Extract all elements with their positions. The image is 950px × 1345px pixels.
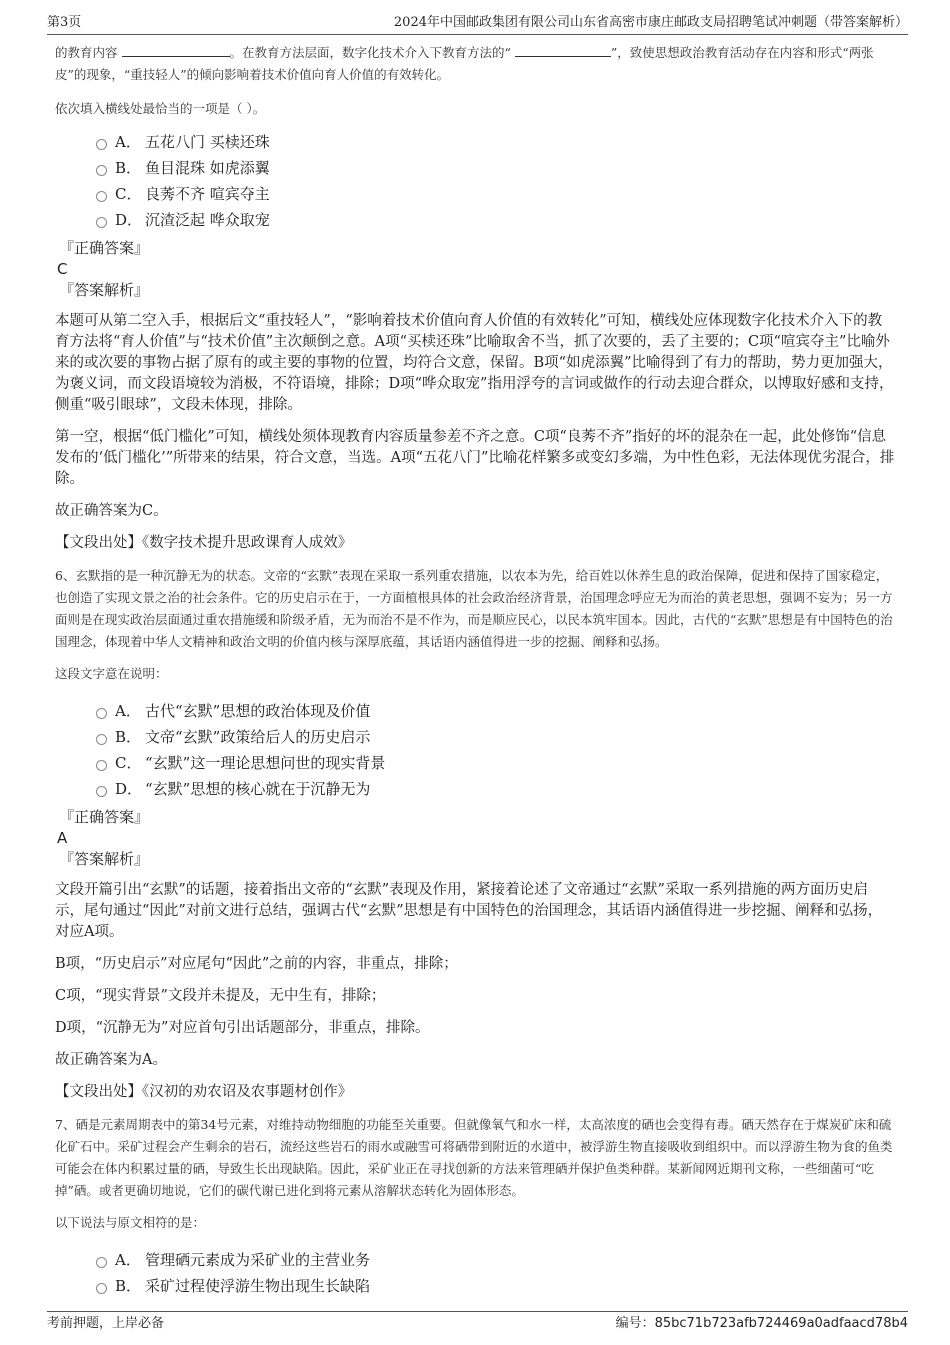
q7-stem: 7、硒是元素周期表中的第34号元素，对维持动物细胞的功能至关重要。但就像氧气和水一样，太高浓度的硒也会变得有毒。硒天然存在于煤炭矿床和硫化矿石中。采矿过程会产生剩余的岩石，流经这些岩石的雨水或融雪可将硒带到附近的水道中，被浮游生物直接吸收到组织中。而以浮游生物为食的鱼类可能会在体内积累过量的硒，导致生长出现缺陷。因此，采矿业正在寻找创新的方法来管理硒并保护鱼类种群。某新闻网近期刊文称，一些细菌可“吃掉”硒。或者更确切地说，它们的碳代谢已进化到将元素从溶解状态转化为固体形态。: [55, 1117, 893, 1198]
document-code: 编号：85bc71b723afb724469a0adfaacd78b4: [615, 1316, 908, 1331]
q6-analysis-1: 文段开篇引出“玄默”的话题，接着指出文帝的“玄默”表现及作用，紧接着论述了文帝通过“玄默”采取一系列措施的两方面历史启示，尾句通过“因此”对前文进行总结，强调古代“玄默”思想是有中国特色的治国理念，其话语内涵值得进一步挖掘、阐释和弘扬，对应A项。: [55, 882, 883, 940]
fill-blank: [515, 42, 611, 57]
q7-prompt: 以下说法与原文相符的是：: [55, 1215, 206, 1230]
q5-answer: C: [57, 260, 68, 278]
q5-option-b[interactable]: B． 鱼目混珠 如虎添翼: [55, 155, 895, 181]
radio-icon[interactable]: [96, 139, 107, 150]
radio-icon[interactable]: [96, 1257, 107, 1268]
q6-option-b[interactable]: B． 文帝“玄默”政策给后人的历史启示: [55, 724, 895, 750]
page-number: 第3页: [47, 15, 82, 30]
radio-icon[interactable]: [96, 165, 107, 176]
q6-analysis-5: 故正确答案为A。: [55, 1052, 167, 1068]
q6-source: 【文段出处】《汉初的劝农诏及农事题材创作》: [55, 1084, 353, 1100]
q5-analysis-2: 第一空，根据“低门槛化”可知，横线处须体现教育内容质量参差不齐之意。C项“良莠不齐”指好的坏的混杂在一起，此处修饰“信息发布的‘低门槛化’”所带来的结果，符合文意，当选。A项“五花八门”比喻花样繁多或变幻多端，为中性色彩，无法体现优劣混合，排除。: [55, 429, 895, 487]
footer-slogan: 考前押题，上岸必备: [47, 1316, 165, 1331]
q5-options: [55, 129, 895, 233]
q5-source: 【文段出处】《数字技术提升思政课育人成效》: [55, 535, 353, 551]
page-footer: [47, 1311, 908, 1334]
q6-answer-label: 『正确答案』: [59, 808, 150, 826]
q6-stem: 6、玄默指的是一种沉静无为的状态。文帝的“玄默”表现在采取一系列重农措施，以农本为先，给百姓以休养生息的政治保障，促进和保持了国家稳定，也创造了实现文景之治的社会条件。它的历史启示在于，一方面植根具体的社会政治经济背景，治国理念呼应无为而治的黄老思想，强调不妄为；另一方面则是在现实政治层面通过重农措施缓和阶级矛盾，无为而治不是不作为，而是顺应民心，以民本筑牢国本。因此，古代的“玄默”思想是有中国特色的治国理念，体现着中华人文精神和政治文明的价值内核与深厚底蕴，其话语内涵值得进一步的挖掘、阐释和弘扬。: [55, 568, 893, 649]
q6-option-a[interactable]: A． 古代“玄默”思想的政治体现及价值: [55, 698, 895, 724]
q5-option-c[interactable]: C． 良莠不齐 喧宾夺主: [55, 181, 895, 207]
q6-analysis-label: 『答案解析』: [59, 850, 150, 868]
radio-icon[interactable]: [96, 217, 107, 228]
page-header: [47, 14, 908, 35]
radio-icon[interactable]: [96, 760, 107, 771]
q6-analysis-4: D项，“沉静无为”对应首句引出话题部分，非重点，排除。: [55, 1020, 430, 1036]
radio-icon[interactable]: [96, 708, 107, 719]
q5-stem-tail: 的教育内容 。在教育方法层面，数字化技术介入下教育方法的“ ”，致使思想政治教育活动存在内容和形式“两张皮”的现象，“重技轻人”的倾向影响着技术价值向育人价值的有效转化。: [55, 42, 895, 86]
q5-option-d[interactable]: D． 沉渣泛起 哗众取宠: [55, 207, 895, 233]
q6-option-d[interactable]: D． “玄默”思想的核心就在于沉静无为: [55, 776, 895, 802]
q5-prompt: 依次填入横线处最恰当的一项是（ ）。: [55, 101, 266, 116]
q7-option-a[interactable]: A． 管理硒元素成为采矿业的主营业务: [55, 1247, 895, 1273]
document-body: [55, 42, 895, 1299]
q6-options: [55, 698, 895, 802]
q5-analysis-label: 『答案解析』: [59, 281, 150, 299]
fill-blank: [122, 42, 230, 57]
radio-icon[interactable]: [96, 734, 107, 745]
q5-analysis-3: 故正确答案为C。: [55, 503, 168, 519]
q6-answer: A: [57, 829, 68, 847]
document-title: 2024年中国邮政集团有限公司山东省高密市康庄邮政支局招聘笔试冲刺题（带答案解析）: [393, 15, 908, 30]
q6-analysis-2: B项，“历史启示”对应尾句“因此”之前的内容，非重点，排除；: [55, 956, 458, 972]
q6-option-c[interactable]: C． “玄默”这一理论思想问世的现实背景: [55, 750, 895, 776]
radio-icon[interactable]: [96, 191, 107, 202]
radio-icon[interactable]: [96, 786, 107, 797]
q7-option-b[interactable]: B． 采矿过程使浮游生物出现生长缺陷: [55, 1273, 895, 1299]
q5-analysis-1: 本题可从第二空入手，根据后文“重技轻人”，“影响着技术价值向育人价值的有效转化”可知，横线处应体现数字化技术介入下的教育方法将“育人价值”与“技术价值”主次颠倒之意。A项“买椟还珠”比喻取舍不当，抓了次要的，丢了主要的；C项“喧宾夺主”比喻外来的或次要的事物占据了原有的或主要的事物的位置，均符合文意，保留。B项“如虎添翼”比喻得到了有力的帮助，势力更加强大，为褒义词，而文段语境较为消极，不符语境，排除；D项“哗众取宠”指用浮夸的言词或做作的行动去迎合群众，以博取好感和支持，侧重“吸引眼球”，文段未体现，排除。: [55, 313, 894, 413]
q6-analysis-3: C项，“现实背景”文段并未提及，无中生有，排除；: [55, 988, 386, 1004]
q6-prompt: 这段文字意在说明：: [55, 666, 168, 681]
q5-answer-label: 『正确答案』: [59, 239, 150, 257]
q5-option-a[interactable]: A． 五花八门 买椟还珠: [55, 129, 895, 155]
radio-icon[interactable]: [96, 1283, 107, 1294]
q7-options: [55, 1247, 895, 1299]
